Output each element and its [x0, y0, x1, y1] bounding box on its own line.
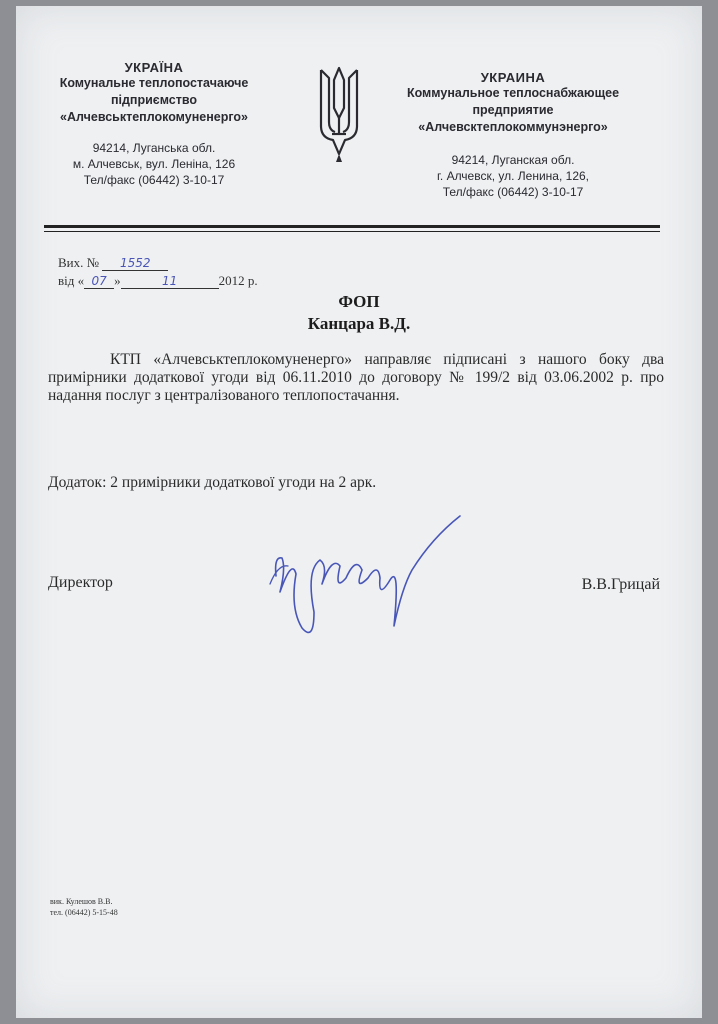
header-right: [378, 70, 648, 200]
trident-emblem-icon: [315, 64, 363, 164]
header-right-org-line3: «Алчевсктеплокоммунэнерго»: [418, 120, 608, 134]
header-right-country: УКРАИНА: [480, 70, 546, 85]
date-year: 2012 р.: [218, 273, 258, 288]
outgoing-number-line: [58, 255, 168, 271]
body-paragraph: КТП «Алчевськтеплокомуненерго» направляє підписані з нашого боку два примірники додаткової угоди від 06.11.2010 до договору № 199/2 від 03.06.2002 р. про надання послуг з централізованого теплопостачання.: [48, 351, 664, 404]
header-left-address-line2: м. Алчевськ, вул. Леніна, 126: [72, 157, 236, 171]
date-quote-close: »: [114, 273, 121, 288]
attachment-line: Додаток: 2 примірники додаткової угоди на 2 арк.: [48, 474, 377, 491]
date-month: 11: [121, 274, 219, 289]
header-right-address-line2: г. Алчевск, ул. Ленина, 126,: [436, 169, 589, 183]
signatory-name: В.В.Грицай: [581, 576, 660, 593]
header-left-org-line3: «Алчевськтеплокомуненерго»: [60, 110, 248, 124]
header-left-org-line1: Комунальне теплопостачаюче: [59, 76, 249, 90]
outgoing-number-value: 1552: [102, 256, 168, 271]
date-day: 07: [84, 274, 114, 289]
header-left-phone: Тел/факс (06442) 3-10-17: [83, 173, 225, 187]
date-label: від «: [58, 273, 85, 288]
header-left-address-line1: 94214, Луганська обл.: [92, 141, 216, 155]
header-left-country: УКРАЇНА: [124, 60, 184, 75]
outgoing-number-label: Вих. №: [58, 255, 100, 270]
header-right-address-line1: 94214, Луганская обл.: [451, 153, 575, 167]
executor-name: вик. Кулешов В.В.: [50, 897, 113, 906]
header-right-phone: Тел/факс (06442) 3-10-17: [442, 185, 584, 199]
handwritten-signature: [262, 508, 482, 668]
header-left-org-line2: підприємство: [110, 93, 198, 107]
signatory-position: Директор: [48, 574, 113, 591]
outgoing-date-line: [58, 273, 258, 289]
header-left-address: [34, 140, 274, 188]
header-left: [34, 60, 274, 188]
header-divider-thin: [44, 231, 660, 232]
executor-phone: тел. (06442) 5-15-48: [50, 908, 118, 917]
addressee-line1: ФОП: [338, 292, 380, 311]
header-right-org-line2: предприятие: [472, 103, 554, 117]
header-divider-thick: [44, 225, 660, 228]
header-right-address: [378, 152, 648, 200]
addressee-line2: Канцара В.Д.: [307, 314, 411, 333]
header-right-org-line1: Коммунальное теплоснабжающее: [406, 86, 620, 100]
